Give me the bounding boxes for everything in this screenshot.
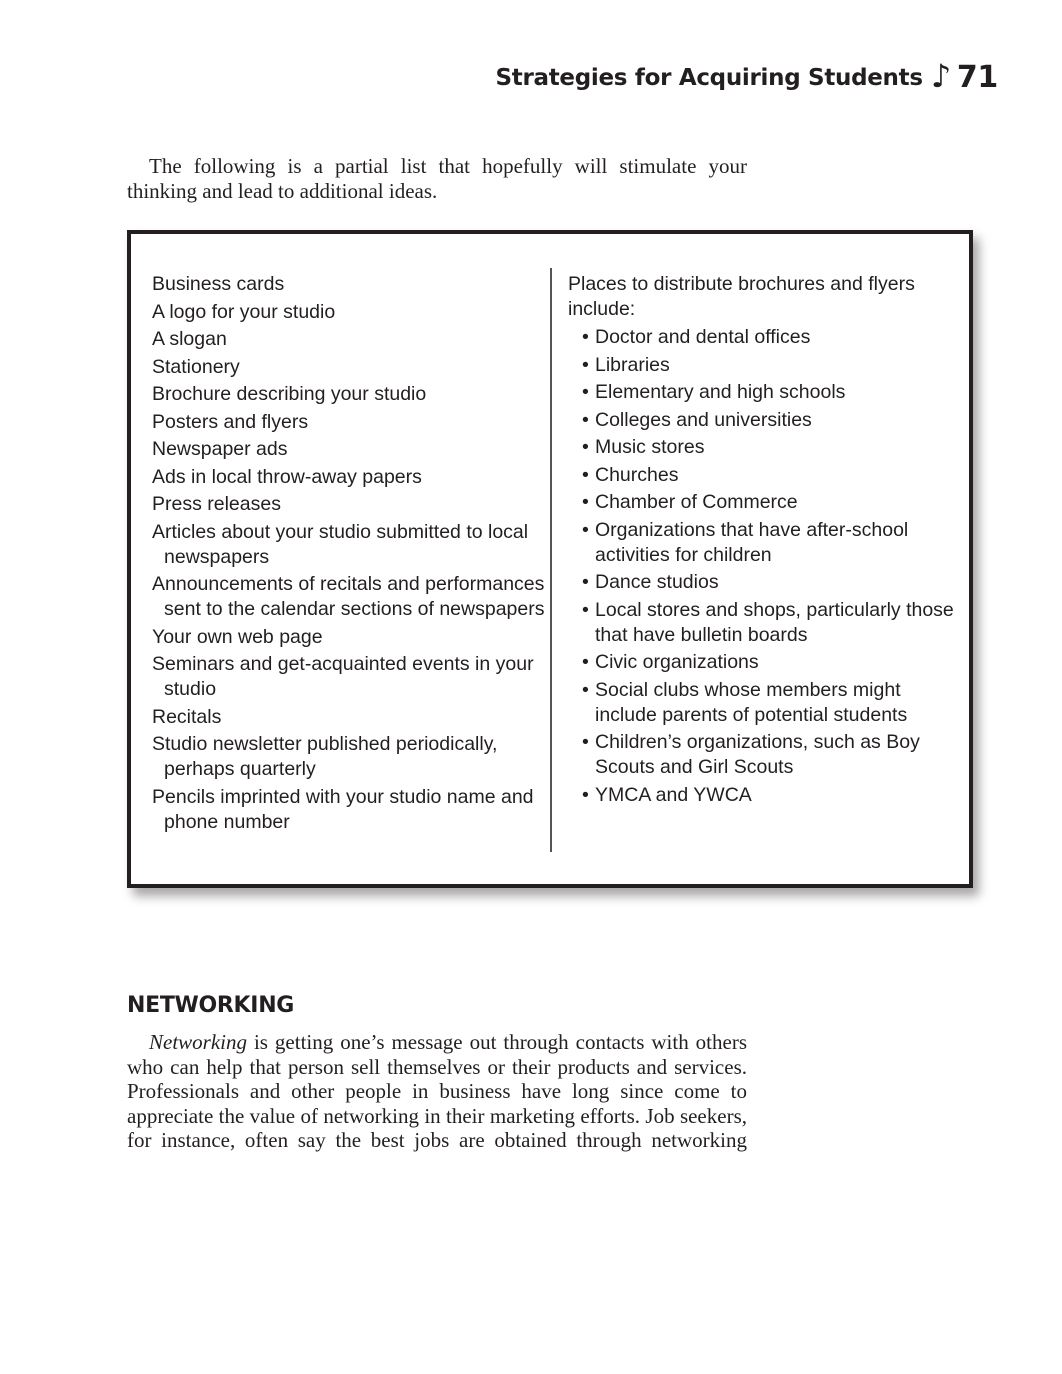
- eighth-note-icon: ♪: [930, 56, 951, 95]
- bullet-item: • Chamber of Commerce: [582, 491, 798, 513]
- list-item: Your own web page: [152, 625, 323, 648]
- list-lead: Places to distribute brochures and flyers include:: [568, 273, 915, 320]
- list-item: Business cards: [152, 273, 285, 295]
- bullet-icon: •: [582, 783, 589, 806]
- bullet-item: • YMCA and YWCA: [582, 783, 752, 806]
- chapter-title: Strategies for Acquiring Students: [495, 64, 923, 91]
- list-item: Ads in local throw-away papers: [152, 465, 422, 488]
- list-item: Posters and flyers: [152, 410, 309, 433]
- bullet-item: • Local stores and shops, particularly those that have bulletin boards: [582, 598, 954, 646]
- bullet-icon: •: [582, 518, 589, 541]
- running-head: [495, 56, 998, 95]
- list-item: A slogan: [152, 328, 227, 350]
- bullet-icon: •: [582, 353, 589, 376]
- paragraph-text: is getting one’s message out through contacts with others who can help that person sell themselves or their products and services. Professionals and other people in business have long since come to appreciate the value of networking in their marketing efforts. Job seekers, for instance, often say the best jobs are obtained through networking: [127, 1030, 747, 1152]
- list-item: Press releases: [152, 493, 281, 515]
- bullet-item: • Doctor and dental offices: [582, 326, 811, 348]
- bullet-icon: •: [582, 408, 589, 431]
- marketing-items-list: [152, 272, 548, 837]
- bullet-item: • Civic organizations: [582, 651, 759, 673]
- bullet-icon: •: [582, 678, 589, 701]
- bullet-icon: •: [582, 571, 589, 593]
- list-item: Brochure describing your studio: [152, 383, 427, 405]
- column-divider: [550, 268, 552, 852]
- lead-term: Networking: [149, 1030, 247, 1054]
- list-item: Recitals: [152, 705, 222, 728]
- bullet-item: • Colleges and universities: [582, 408, 812, 431]
- list-item: Announcements of recitals and performances sent to the calendar sections of newspapers: [152, 573, 545, 620]
- intro-text: The following is a partial list that hopefully will stimulate your thinking and lead to additional ideas.: [127, 154, 747, 203]
- bullet-item: • Children’s organizations, such as Boy Scouts and Girl Scouts: [582, 731, 920, 778]
- bullet-icon: •: [582, 326, 589, 348]
- list-item: Stationery: [152, 355, 240, 378]
- list-item: Seminars and get-acquainted events in your studio: [152, 653, 534, 700]
- page-number: 71: [956, 60, 998, 95]
- section-heading: NETWORKING: [127, 993, 295, 1018]
- bullet-item: • Elementary and high schools: [582, 381, 846, 403]
- bullet-icon: •: [582, 491, 589, 513]
- bullet-item: • Music stores: [582, 436, 705, 458]
- networking-paragraph: [127, 1030, 747, 1153]
- ideas-box: [127, 230, 973, 888]
- bullet-item: • Organizations that have after-school activities for children: [582, 518, 909, 566]
- list-item: Pencils imprinted with your studio name and phone number: [152, 785, 534, 833]
- list-item: Articles about your studio submitted to local newspapers: [152, 520, 529, 568]
- bullet-icon: •: [582, 651, 589, 673]
- list-item: Newspaper ads: [152, 438, 288, 460]
- list-item: Studio newsletter published periodically, perhaps quarterly: [152, 733, 498, 780]
- bullet-item: • Dance studios: [582, 571, 719, 593]
- bullet-icon: •: [582, 381, 589, 403]
- bullet-item: • Social clubs whose members might include parents of potential students: [582, 678, 908, 726]
- bullet-item: • Libraries: [582, 353, 670, 376]
- bullet-icon: •: [582, 598, 589, 621]
- bullet-icon: •: [582, 731, 589, 753]
- bullet-icon: •: [582, 436, 589, 458]
- intro-paragraph: [127, 154, 747, 204]
- distribution-places-list: [568, 272, 958, 810]
- bullet-icon: •: [582, 463, 589, 486]
- bullet-item: • Churches: [582, 463, 679, 486]
- list-item: A logo for your studio: [152, 300, 336, 323]
